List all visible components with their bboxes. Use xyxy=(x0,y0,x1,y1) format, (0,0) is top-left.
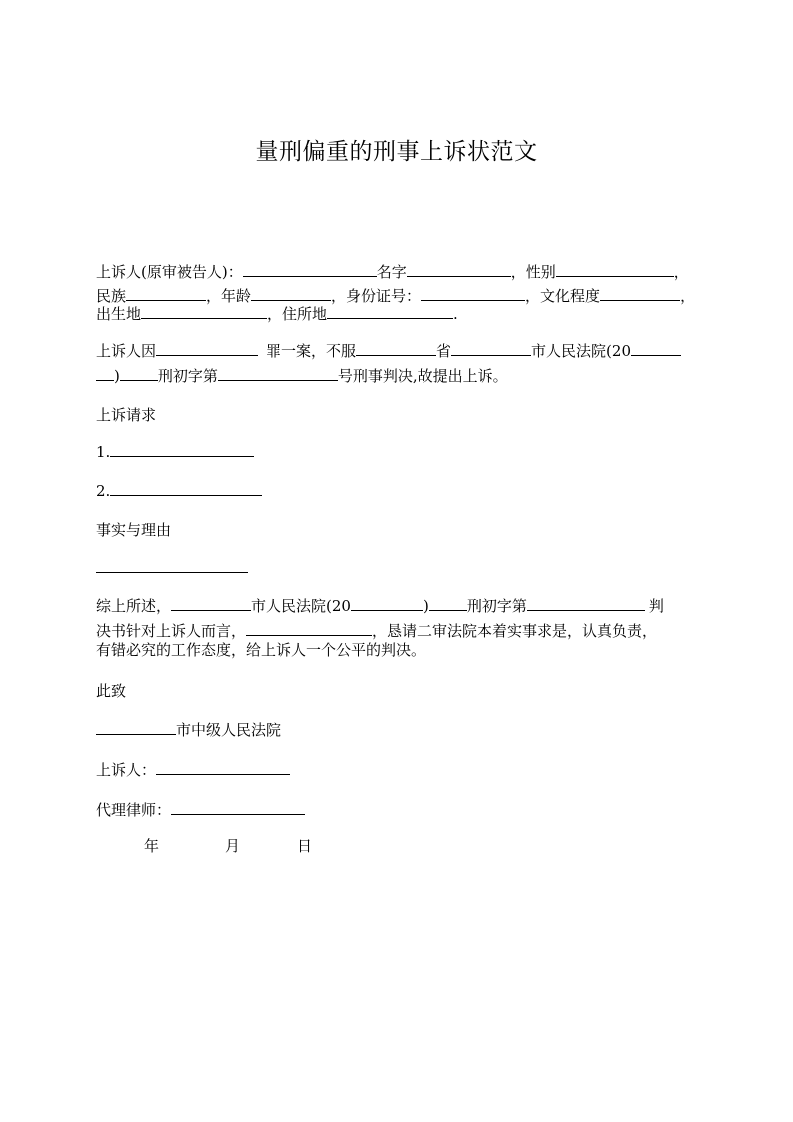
text-close-paren: ) xyxy=(114,367,120,385)
name-blank[interactable] xyxy=(407,262,511,277)
year-blank-b[interactable] xyxy=(96,366,114,381)
closing-city-blank[interactable] xyxy=(96,720,176,735)
summary-line-3: 有错必究的工作态度，给上诉人一个公平的判决。 xyxy=(96,641,427,659)
birthplace-blank[interactable] xyxy=(141,304,267,319)
label-gender: ，性别 xyxy=(510,263,556,281)
summary-line-1 xyxy=(96,596,664,616)
summary-court-code-blank[interactable] xyxy=(429,596,467,611)
summary-city-blank[interactable] xyxy=(171,596,251,611)
facts-heading: 事实与理由 xyxy=(96,521,172,539)
text-summary: 综上所述， xyxy=(96,597,172,615)
party-line-3 xyxy=(96,304,458,324)
closing-label-appellant: 上诉人： xyxy=(96,761,157,779)
text-crime-case: 罪一案，不服 xyxy=(266,342,357,360)
label-name: 名字 xyxy=(376,263,407,281)
cause-line-1 xyxy=(96,341,681,361)
period: . xyxy=(453,305,458,323)
ethnicity-blank[interactable] xyxy=(126,286,206,301)
closing-to: 此致 xyxy=(96,682,127,700)
request-item-2 xyxy=(96,481,262,501)
closing-court-line xyxy=(96,720,281,740)
label-id: ，身份证号： xyxy=(331,287,422,305)
summary-reason-blank[interactable] xyxy=(246,621,372,636)
label-appellant: 上诉人(原审被告人)： xyxy=(96,263,243,281)
requests-heading: 上诉请求 xyxy=(96,406,157,424)
crime-blank[interactable] xyxy=(156,341,258,356)
summary-text-criminal-first: 刑初字第 xyxy=(466,597,527,615)
text-province: 省 xyxy=(436,342,452,360)
id-blank[interactable] xyxy=(421,286,525,301)
appellant-blank[interactable] xyxy=(243,262,377,277)
summary-text-line2a: 决书针对上诉人而言， xyxy=(96,622,247,640)
request-item-1 xyxy=(96,442,254,462)
label-education: ，文化程度 xyxy=(525,287,601,305)
summary-text-close-paren: ) xyxy=(422,597,429,615)
date-day: 日 xyxy=(297,837,313,855)
summary-text-court: 市人民法院(20 xyxy=(251,597,351,615)
year-blank-a[interactable] xyxy=(631,341,681,356)
text-criminal-first: 刑初字第 xyxy=(157,367,218,385)
case-number-blank[interactable] xyxy=(218,366,338,381)
facts-line xyxy=(96,558,248,578)
comma-2: ， xyxy=(680,287,696,305)
closing-text-court: 市中级人民法院 xyxy=(176,721,282,739)
text-court: 市人民法院(20 xyxy=(531,342,631,360)
request-item-2-prefix: 2. xyxy=(96,482,111,500)
label-ethnicity: 民族 xyxy=(96,287,127,305)
province-blank[interactable] xyxy=(356,341,436,356)
residence-blank[interactable] xyxy=(327,304,453,319)
text-judgment: 号刑事判决,故提出上诉。 xyxy=(337,367,508,385)
closing-lawyer-blank[interactable] xyxy=(171,800,305,815)
cause-line-2 xyxy=(96,366,508,386)
closing-appellant-blank[interactable] xyxy=(156,760,290,775)
date-month: 月 xyxy=(225,837,241,855)
closing-appellant-line xyxy=(96,760,290,780)
education-blank[interactable] xyxy=(600,286,680,301)
summary-line-2 xyxy=(96,621,657,641)
request-item-2-blank[interactable] xyxy=(110,481,262,496)
gender-blank[interactable] xyxy=(556,262,674,277)
age-blank[interactable] xyxy=(251,286,331,301)
text-appellant-because: 上诉人因 xyxy=(96,342,157,360)
label-birthplace: 出生地 xyxy=(96,305,142,323)
city-blank[interactable] xyxy=(451,341,531,356)
summary-text-line2b: ，恳请二审法院本着实事求是，认真负责， xyxy=(372,622,658,640)
summary-case-number-blank[interactable] xyxy=(527,596,645,611)
date-year: 年 xyxy=(144,837,160,855)
court-code-blank[interactable] xyxy=(120,366,158,381)
request-item-1-blank[interactable] xyxy=(110,442,254,457)
document-title: 量刑偏重的刑事上诉状范文 xyxy=(255,139,538,165)
party-line-1 xyxy=(96,262,689,282)
party-line-2 xyxy=(96,286,695,306)
closing-label-lawyer: 代理律师： xyxy=(96,801,172,819)
label-age: ，年龄 xyxy=(206,287,252,305)
closing-lawyer-line xyxy=(96,800,305,820)
request-item-1-prefix: 1. xyxy=(96,443,111,461)
label-residence: ，住所地 xyxy=(267,305,328,323)
facts-blank[interactable] xyxy=(96,558,248,573)
summary-year-blank[interactable] xyxy=(351,596,423,611)
summary-text-judgment-char: 判 xyxy=(648,597,664,615)
comma-1: ， xyxy=(673,263,689,281)
